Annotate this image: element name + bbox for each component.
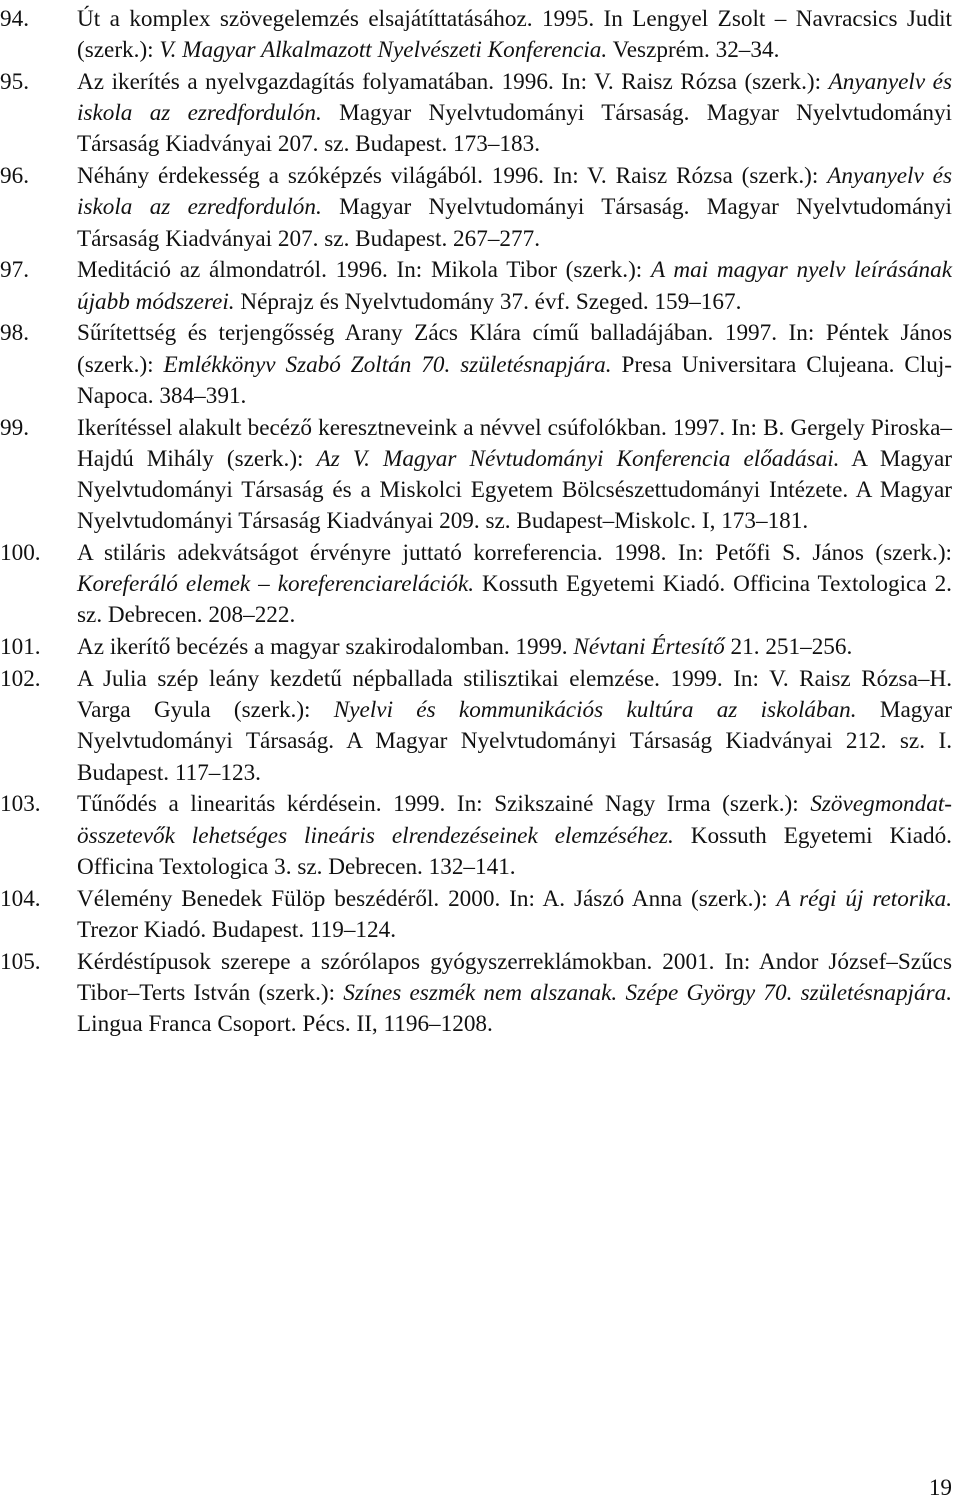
reference-title-italic: Koreferáló elemek – koreferenciarelációk. <box>77 571 475 598</box>
reference-text-segment: 21. 251–256. <box>724 634 853 661</box>
reference-number: 102. <box>0 666 41 693</box>
reference-number: 95. <box>0 69 29 95</box>
reference-text-segment: Néprajz és Nyelvtudomány 37. évf. Szeged. 159–167. <box>234 288 742 315</box>
reference-text <box>77 791 952 879</box>
reference-text <box>77 415 952 535</box>
reference-title-italic: V. Magyar Alkalmazott Nyelvészeti Konferencia. <box>159 37 608 64</box>
reference-text-segment: Trezor Kiadó. Budapest. 119–124. <box>77 916 397 943</box>
reference-text-segment: Meditáció az álmondatról. 1996. In: Mikola Tibor (szerk.): <box>77 257 651 284</box>
reference-text <box>77 634 852 660</box>
reference-number: 100. <box>0 540 41 567</box>
reference-text <box>77 886 952 943</box>
reference-title-italic: Színes eszmék nem alszanak. Szépe György 70. születésnapjára. <box>343 979 952 1006</box>
page-number: 19 <box>928 1475 952 1501</box>
reference-text-segment: A Magyar Nyelvtudományi Társaság és a Miskolci Egyetem Bölcsészettudományi Intézete. A Magyar Nyelvtudományi Társaság Kiadványai 209. sz. Budapest–Miskolc. I, 173–181. <box>77 445 952 535</box>
reference-text-segment: Magyar Nyelvtudományi Társaság. A Magyar Nyelvtudományi Társaság Kiadványai 212. sz. I. Budapest. 117–123. <box>77 697 952 786</box>
reference-text-segment: Lingua Franca Csoport. Pécs. II, 1196–1208. <box>77 1011 493 1038</box>
reference-title-italic: Az V. Magyar Névtudományi Konferencia előadásai. <box>316 445 840 472</box>
reference-number: 105. <box>0 948 41 975</box>
reference-text-segment: Út a komplex szövegelemzés elsajátíttatásához. 1995. In Lengyel Zsolt – Navracsics Judit (szerk.): <box>77 6 952 64</box>
reference-title-italic: Anyanyelv és iskola az ezredfordulón. <box>77 69 952 127</box>
reference-text <box>77 163 952 251</box>
reference-number: 94. <box>0 6 29 32</box>
reference-text-segment: Az ikerítő becézés a magyar szakirodalomban. 1999. <box>77 634 574 661</box>
reference-item <box>0 538 952 632</box>
reference-text-segment: A Julia szép leány kezdetű népballada stilisztikai elemzése. 1999. In: V. Raisz Rózsa–H. Varga Gyula (szerk.): <box>77 666 952 724</box>
reference-text-segment: Tűnődés a linearitás kérdésein. 1999. In: Szikszainé Nagy Irma (szerk.): <box>77 791 811 818</box>
reference-text-segment: Vélemény Benedek Fülöp beszédéről. 2000. In: A. Jászó Anna (szerk.): <box>77 885 777 912</box>
reference-text <box>77 540 952 628</box>
reference-text <box>77 949 952 1037</box>
reference-title-italic: A mai magyar nyelv leírásának újabb módszerei. <box>77 257 953 315</box>
reference-text <box>77 666 952 786</box>
reference-title-italic: Anyanyelv és iskola az ezredfordulón. <box>77 163 952 221</box>
reference-item <box>0 255 952 317</box>
reference-text-segment: Az ikerítés a nyelvgazdagítás folyamatában. 1996. In: V. Raisz Rózsa (szerk.): <box>77 69 829 95</box>
reference-title-italic: Nyelvi és kommunikációs kultúra az iskolában. <box>333 697 857 724</box>
reference-item <box>0 947 952 1041</box>
reference-text <box>77 257 952 314</box>
reference-number: 98. <box>0 320 29 347</box>
reference-item <box>0 67 952 161</box>
reference-text-segment: Magyar Nyelvtudományi Társaság. Magyar Nyelvtudományi Társaság Kiadványai 207. sz. Budapest. 173–183. <box>77 100 952 158</box>
reference-item <box>0 664 952 789</box>
reference-list <box>0 4 952 1041</box>
reference-text-segment: Kérdéstípusok szerepe a szórólapos gyógyszerreklámokban. 2001. In: Andor József–Szűcs Tibor–Terts István (szerk.): <box>77 948 952 1006</box>
reference-title-italic: Emlékkönyv Szabó Zoltán 70. születésnapjára. <box>163 351 612 378</box>
reference-text-segment: Presa Universitara Clujeana. Cluj-Napoca. 384–391. <box>77 351 953 409</box>
reference-item <box>0 632 952 663</box>
reference-number: 97. <box>0 257 29 284</box>
reference-item <box>0 413 952 538</box>
reference-number: 99. <box>0 414 29 441</box>
reference-text-segment: A stiláris adekvátságot érvényre juttató korreferencia. 1998. In: Petőfi S. János (szerk.): <box>77 540 952 567</box>
reference-title-italic: A régi új retorika. <box>776 885 952 912</box>
reference-number: 103. <box>0 791 41 818</box>
reference-text-segment: Kossuth Egyetemi Kiadó. Officina Textologica 2. sz. Debrecen. 208–222. <box>77 571 952 629</box>
reference-text <box>77 320 952 408</box>
reference-text <box>77 69 952 157</box>
reference-item <box>0 884 952 946</box>
reference-number: 101. <box>0 634 41 661</box>
reference-text-segment: Ikerítéssel alakult becéző keresztneveink a névvel csúfolókban. 1997. In: B. Gergely Piroska–Hajdú Mihály (szerk.): <box>77 414 952 472</box>
reference-number: 104. <box>0 885 41 912</box>
reference-item <box>0 789 952 883</box>
reference-text <box>77 6 952 63</box>
reference-number: 96. <box>0 163 29 190</box>
reference-text-segment: Magyar Nyelvtudományi Társaság. Magyar Nyelvtudományi Társaság Kiadványai 207. sz. Budapest. 267–277. <box>77 194 952 252</box>
reference-text-segment: Veszprém. 32–34. <box>607 37 780 64</box>
reference-item <box>0 161 952 255</box>
reference-text-segment: Néhány érdekesség a szóképzés világából. 1996. In: V. Raisz Rózsa (szerk.): <box>77 163 828 190</box>
reference-title-italic: Névtani Értesítő <box>573 634 725 661</box>
reference-item <box>0 4 952 66</box>
reference-title-italic: Szövegmondat-összetevők lehetséges lineáris elrendezéseinek elemzéséhez. <box>77 791 952 849</box>
reference-text-segment: Sűrítettség és terjengősség Arany Zács Klára című balladájában. 1997. In: Péntek János (szerk.): <box>77 320 952 378</box>
reference-text-segment: Kossuth Egyetemi Kiadó. Officina Textologica 3. sz. Debrecen. 132–141. <box>77 822 952 880</box>
reference-item <box>0 318 952 412</box>
